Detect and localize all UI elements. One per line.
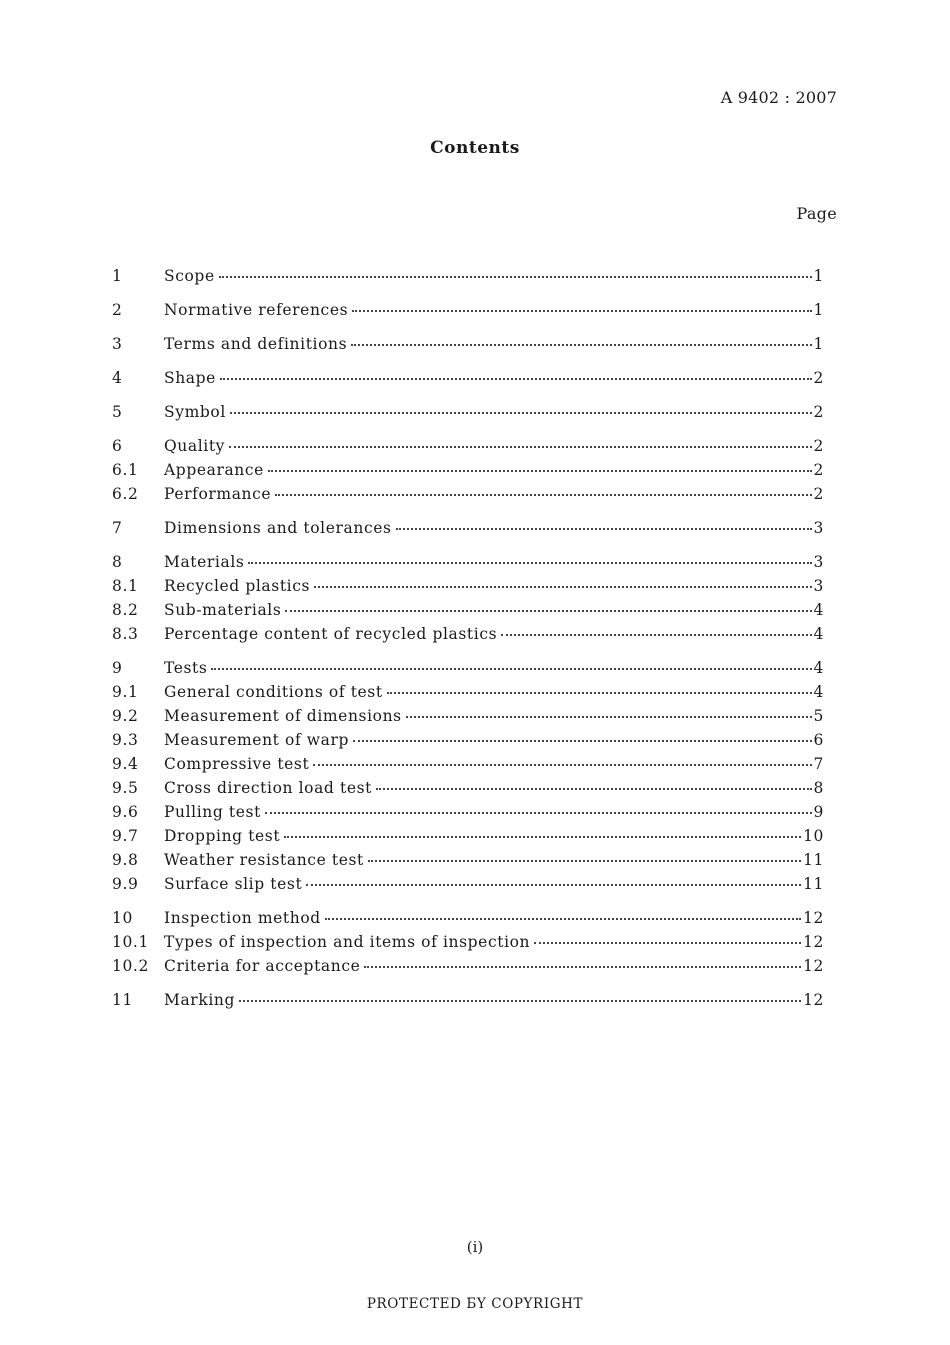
toc-entry-page: 2 <box>813 461 824 479</box>
dot-leader <box>284 835 801 838</box>
toc-entry-number: 8.2 <box>112 601 139 619</box>
toc-entry-page: 11 <box>803 875 824 893</box>
toc-entry-title: Surface slip test <box>164 875 303 893</box>
toc-entry-number: 9.2 <box>112 707 139 725</box>
dot-leader <box>376 787 812 790</box>
toc-entry-title: Symbol <box>164 403 226 421</box>
page-column-label: Page <box>796 204 837 223</box>
toc-entry[interactable] <box>112 369 824 393</box>
toc-entry-page: 1 <box>813 267 824 285</box>
toc-entry-title: Sub-materials <box>164 601 282 619</box>
standard-number: A 9402 : 2007 <box>720 88 837 107</box>
toc-entry-page: 5 <box>813 707 824 725</box>
toc-entry[interactable] <box>112 827 824 851</box>
toc-entry-page: 7 <box>813 755 824 773</box>
toc-entry-number: 9.7 <box>112 827 139 845</box>
toc-entry-page: 9 <box>813 803 824 821</box>
toc-entry-page: 2 <box>813 485 824 503</box>
toc-entry-page: 8 <box>813 779 824 797</box>
toc-entry-title: Compressive test <box>164 755 310 773</box>
toc-entry-title: Percentage content of recycled plastics <box>164 625 498 643</box>
dot-leader <box>353 739 811 742</box>
toc-entry-number: 9.3 <box>112 731 139 749</box>
toc-entry-number: 5 <box>112 403 123 421</box>
toc-entry-page: 12 <box>803 909 824 927</box>
dot-leader <box>306 883 801 886</box>
toc-entry-title: Shape <box>164 369 216 387</box>
toc-entry-title: Recycled plastics <box>164 577 311 595</box>
toc-entry[interactable] <box>112 437 824 461</box>
toc-entry[interactable] <box>112 957 824 981</box>
toc-entry-number: 9.1 <box>112 683 139 701</box>
dot-leader <box>239 999 801 1002</box>
toc-entry-page: 2 <box>813 403 824 421</box>
toc-entry-page: 2 <box>813 369 824 387</box>
dot-leader <box>285 609 811 612</box>
toc-entry-page: 4 <box>813 601 824 619</box>
toc-entry-title: Tests <box>164 659 208 677</box>
toc-entry[interactable] <box>112 755 824 779</box>
toc-entry[interactable] <box>112 933 824 957</box>
toc-entry-title: Measurement of dimensions <box>164 707 402 725</box>
toc-entry[interactable] <box>112 461 824 485</box>
toc-entry[interactable] <box>112 991 824 1015</box>
dot-leader <box>368 859 801 862</box>
toc-entry-page: 3 <box>813 553 824 571</box>
toc-entry-page: 1 <box>813 335 824 353</box>
toc-entry-number: 8 <box>112 553 123 571</box>
toc-entry-number: 10.2 <box>112 957 149 975</box>
toc-entry-title: General conditions of test <box>164 683 383 701</box>
toc-entry-title: Criteria for acceptance <box>164 957 361 975</box>
toc-entry-page: 4 <box>813 683 824 701</box>
dot-leader <box>352 309 811 312</box>
dot-leader <box>313 763 811 766</box>
toc-entry-page: 1 <box>813 301 824 319</box>
toc-entry-title: Marking <box>164 991 235 1009</box>
toc-entry-title: Pulling test <box>164 803 261 821</box>
toc-entry-title: Inspection method <box>164 909 321 927</box>
toc-entry-page: 3 <box>813 577 824 595</box>
toc-entry-number: 9.5 <box>112 779 139 797</box>
dot-leader <box>230 411 812 414</box>
toc-entry-page: 12 <box>803 991 824 1009</box>
dot-leader <box>396 527 812 530</box>
dot-leader <box>265 811 812 814</box>
toc-entry-number: 6.1 <box>112 461 139 479</box>
toc-entry[interactable] <box>112 485 824 509</box>
dot-leader <box>211 667 811 670</box>
toc-entry-number: 10.1 <box>112 933 149 951</box>
toc-entry-number: 11 <box>112 991 133 1009</box>
dot-leader <box>351 343 811 346</box>
toc-entry[interactable] <box>112 267 824 291</box>
toc-entry-title: Appearance <box>164 461 264 479</box>
toc-entry[interactable] <box>112 553 824 577</box>
dot-leader <box>406 715 812 718</box>
toc-entry[interactable] <box>112 707 824 731</box>
toc-entry[interactable] <box>112 779 824 803</box>
toc-entry-page: 3 <box>813 519 824 537</box>
toc-entry-number: 3 <box>112 335 123 353</box>
toc-entry-page: 4 <box>813 625 824 643</box>
toc-entry-title: Performance <box>164 485 272 503</box>
dot-leader <box>268 469 812 472</box>
toc-entry[interactable] <box>112 519 824 543</box>
toc-entry-title: Quality <box>164 437 226 455</box>
table-of-contents <box>112 267 824 1015</box>
toc-entry-number: 6 <box>112 437 123 455</box>
toc-entry-number: 9 <box>112 659 123 677</box>
dot-leader <box>220 377 812 380</box>
toc-entry[interactable] <box>112 403 824 427</box>
dot-leader <box>314 585 811 588</box>
toc-entry-title: Scope <box>164 267 215 285</box>
toc-entry-number: 9.4 <box>112 755 139 773</box>
toc-entry-page: 2 <box>813 437 824 455</box>
dot-leader <box>387 691 812 694</box>
toc-entry[interactable] <box>112 577 824 601</box>
page-folio: (i) <box>466 1238 484 1256</box>
toc-entry-title: Materials <box>164 553 245 571</box>
toc-entry-title: Cross direction load test <box>164 779 372 797</box>
toc-entry-number: 1 <box>112 267 123 285</box>
toc-entry[interactable] <box>112 803 824 827</box>
toc-entry-number: 7 <box>112 519 123 537</box>
toc-entry-title: Normative references <box>164 301 349 319</box>
dot-leader <box>275 493 811 496</box>
toc-entry-title: Measurement of warp <box>164 731 350 749</box>
dot-leader <box>229 445 812 448</box>
toc-entry-page: 11 <box>803 851 824 869</box>
dot-leader <box>501 633 811 636</box>
toc-entry-page: 12 <box>803 957 824 975</box>
toc-entry-title: Dropping test <box>164 827 281 845</box>
toc-entry[interactable] <box>112 625 824 649</box>
toc-entry-title: Types of inspection and items of inspection <box>164 933 531 951</box>
dot-leader <box>364 965 801 968</box>
toc-entry-number: 4 <box>112 369 123 387</box>
toc-entry[interactable] <box>112 601 824 625</box>
toc-entry[interactable] <box>112 659 824 683</box>
toc-entry[interactable] <box>112 301 824 325</box>
toc-entry-number: 8.3 <box>112 625 139 643</box>
toc-entry-page: 12 <box>803 933 824 951</box>
toc-entry-number: 9.9 <box>112 875 139 893</box>
dot-leader <box>248 561 811 564</box>
toc-entry-page: 6 <box>813 731 824 749</box>
toc-entry-number: 2 <box>112 301 123 319</box>
toc-entry[interactable] <box>112 683 824 707</box>
toc-entry-number: 8.1 <box>112 577 139 595</box>
toc-entry-number: 6.2 <box>112 485 139 503</box>
toc-entry-number: 10 <box>112 909 133 927</box>
toc-entry[interactable] <box>112 851 824 875</box>
toc-entry[interactable] <box>112 335 824 359</box>
copyright-notice: PROTECTED БY COPYRIGHT <box>366 1296 584 1312</box>
toc-entry-page: 4 <box>813 659 824 677</box>
toc-entry-number: 9.8 <box>112 851 139 869</box>
toc-entry-page: 10 <box>803 827 824 845</box>
toc-entry[interactable] <box>112 875 824 899</box>
toc-entry-title: Weather resistance test <box>164 851 364 869</box>
dot-leader <box>219 275 812 278</box>
toc-entry[interactable] <box>112 731 824 755</box>
page-title: Contents <box>430 138 520 158</box>
toc-entry-title: Terms and definitions <box>164 335 348 353</box>
dot-leader <box>325 917 801 920</box>
toc-entry-title: Dimensions and tolerances <box>164 519 392 537</box>
toc-entry-number: 9.6 <box>112 803 139 821</box>
dot-leader <box>534 941 801 944</box>
toc-entry[interactable] <box>112 909 824 933</box>
